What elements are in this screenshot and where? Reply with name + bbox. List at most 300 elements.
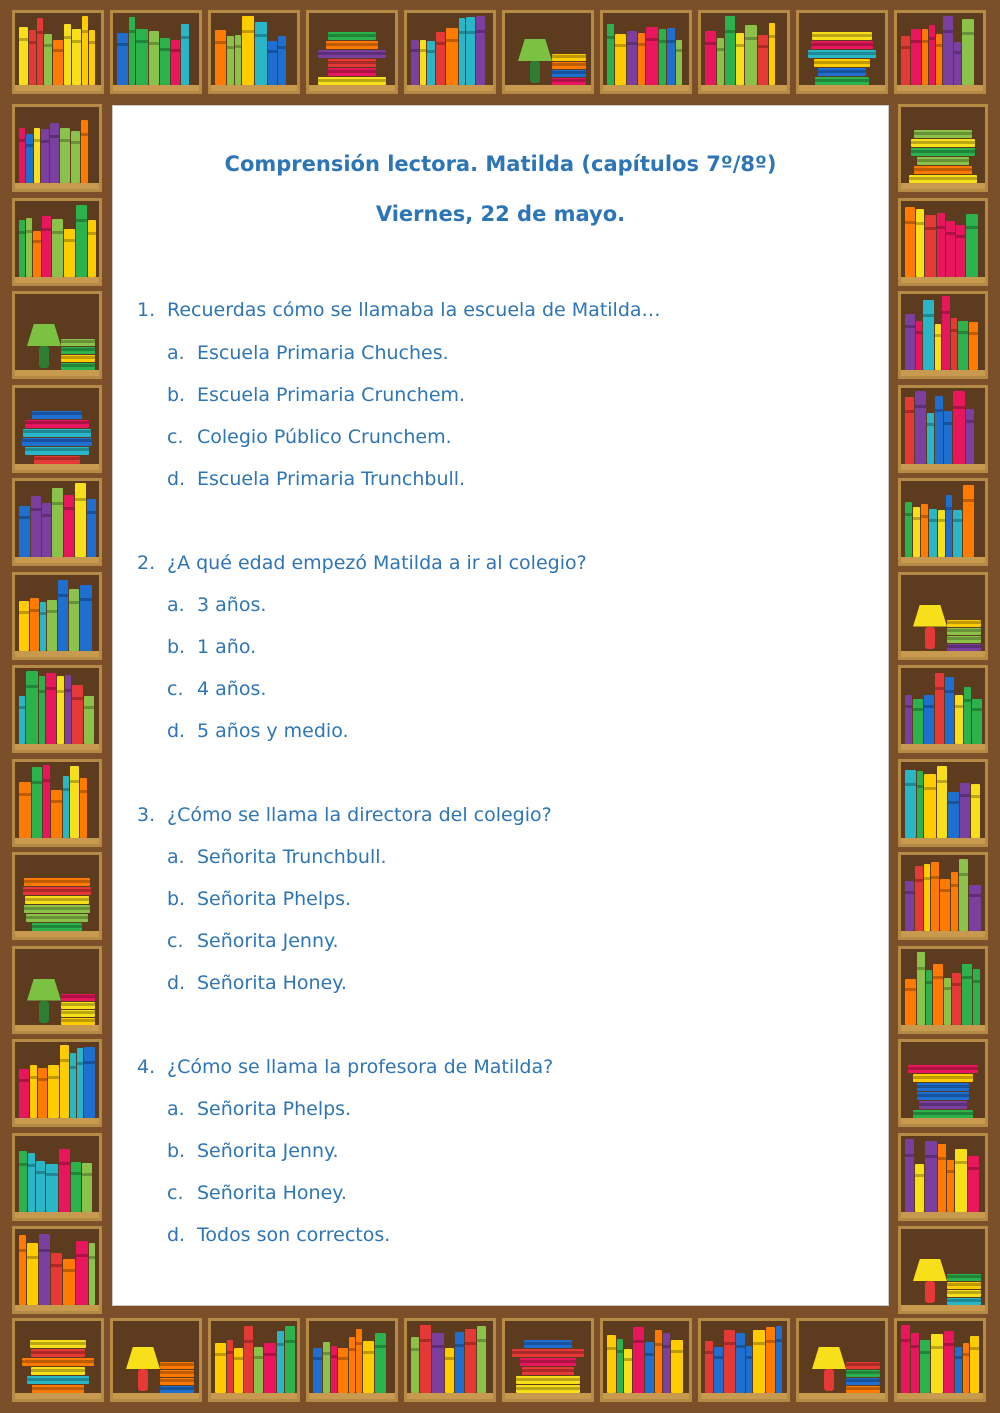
book-icon [905,979,916,1025]
book-icon [931,1334,943,1393]
bookshelf-cell [898,852,988,940]
book-icon [60,128,70,183]
book-icon [926,970,932,1024]
book-icon [911,1333,919,1393]
option-1d[interactable] [167,468,465,490]
book-icon [736,33,744,85]
book-icon [60,1045,69,1118]
book-icon [466,17,475,85]
book-icon [776,1326,782,1393]
book-icon [962,964,972,1025]
book-icon [937,213,945,276]
bookshelf-cell [502,10,594,94]
book-icon [516,1376,581,1384]
book-icon [938,1144,946,1212]
book-icon [181,24,189,85]
book-icon [917,157,969,165]
bookshelf-cell [12,852,102,940]
book-icon [956,225,965,277]
book-icon [924,864,930,931]
book-icon [42,216,51,277]
book-icon [946,495,952,557]
book-icon [318,77,387,85]
book-icon [30,1340,86,1348]
book-icon [922,29,928,85]
book-icon [846,1370,880,1377]
option-3a[interactable] [167,846,387,868]
book-icon [947,1298,981,1305]
question-4 [137,1056,553,1078]
book-icon [171,40,180,85]
bookshelf-cell [12,665,102,753]
book-icon [160,1386,194,1393]
option-letter: d. [167,1224,186,1246]
option-letter: b. [167,888,186,910]
book-icon [959,859,968,931]
book-icon [42,503,51,557]
option-text: 3 años. [197,594,267,616]
book-icon [947,644,981,651]
lamp-icon [27,324,61,346]
book-icon [64,229,75,276]
book-icon [955,695,963,744]
book-icon [363,1341,374,1393]
bookshelf-cell [12,10,104,94]
bookshelf-cell [404,10,496,94]
book-icon [52,488,63,557]
bookshelf-cell [12,385,102,473]
option-letter: b. [167,636,186,658]
book-icon [931,862,939,931]
option-1c[interactable] [167,426,452,448]
book-icon [905,502,912,557]
book-icon [61,1018,95,1025]
option-4c[interactable] [167,1182,347,1204]
lamp-base [39,346,49,368]
option-1a[interactable] [167,342,449,364]
bookshelf-cell [898,478,988,566]
book-icon [28,1153,35,1212]
book-icon [911,139,976,147]
question-3 [137,804,552,826]
book-icon [520,1358,575,1366]
book-icon [522,1367,574,1375]
book-icon [758,35,768,85]
book-icon [65,675,71,744]
book-icon [919,1101,968,1109]
book-icon [459,18,465,85]
book-icon [30,598,39,650]
option-letter: b. [167,384,186,406]
bookshelf-cell [208,10,300,94]
book-icon [82,16,88,85]
book-icon [970,1336,979,1393]
book-icon [278,36,286,85]
option-1b[interactable] [167,384,465,406]
book-icon [915,866,923,931]
book-icon [432,1333,444,1393]
bookshelf-cell [12,104,102,192]
book-icon [915,1164,924,1211]
book-icon [36,1161,45,1211]
question-number: 2. [137,552,156,574]
book-icon [905,695,912,744]
book-icon [927,413,934,463]
option-letter: a. [167,342,185,364]
book-icon [331,1346,337,1393]
book-icon [19,128,25,183]
book-icon [947,636,981,643]
book-icon [963,485,974,557]
book-icon [160,1370,194,1377]
book-icon [39,676,45,744]
book-icon [268,41,277,85]
option-text: Señorita Jenny. [197,930,339,952]
option-3c[interactable] [167,930,339,952]
book-icon [455,1332,464,1393]
book-icon [81,120,88,183]
book-icon [948,792,959,838]
book-icon [676,40,682,85]
book-icon [951,318,957,370]
book-icon [80,778,87,838]
bookshelf-cell [12,291,102,379]
book-icon [19,27,28,85]
book-icon [160,1378,194,1385]
book-icon [22,1358,95,1366]
question-number: 1. [137,299,156,321]
book-icon [645,1342,654,1393]
book-icon [552,54,586,61]
book-icon [51,790,62,837]
book-icon [37,18,43,85]
bookshelf-cell [306,10,398,94]
book-icon [70,766,79,838]
book-icon [808,50,876,58]
book-icon [917,1092,969,1100]
book-icon [46,673,56,744]
lamp-icon [812,1347,846,1369]
book-icon [149,31,159,85]
book-icon [917,1083,968,1091]
book-icon [942,296,950,370]
book-icon [913,1074,972,1082]
book-icon [846,1378,880,1385]
lamp-icon [518,39,552,61]
book-icon [52,219,63,276]
book-icon [420,40,426,85]
book-icon [40,602,46,651]
book-icon [318,50,387,58]
option-3d[interactable] [167,972,347,994]
book-icon [923,300,934,370]
book-icon [129,17,135,85]
book-icon [75,483,86,557]
option-text: Señorita Phelps. [197,1098,352,1120]
bookshelf-cell [12,1226,102,1314]
book-icon [935,396,943,464]
book-icon [411,40,419,85]
book-icon [905,314,915,370]
book-icon [607,24,614,85]
question-text: ¿Cómo se llama la directora del colegio? [167,804,552,826]
book-icon [41,129,49,183]
bookshelf-cell [110,1318,202,1402]
book-icon [70,1053,76,1118]
book-icon [746,1346,752,1393]
bookshelf-cell [898,291,988,379]
book-icon [663,1333,670,1393]
book-icon [27,1243,38,1305]
book-icon [313,1348,322,1393]
book-icon [905,770,916,838]
bookshelf-cell [12,759,102,847]
book-icon [938,510,945,557]
book-icon [349,1337,355,1393]
bookshelf-cell [796,10,888,94]
book-icon [745,25,757,85]
book-icon [905,207,915,277]
book-icon [19,601,29,650]
option-text: 4 años. [197,678,267,700]
book-icon [935,324,941,370]
book-icon [908,1065,979,1073]
book-icon [717,38,724,85]
option-text: Señorita Phelps. [197,888,352,910]
book-icon [925,215,936,277]
book-icon [512,1349,584,1357]
book-icon [234,1348,243,1393]
bookshelf-cell [898,385,988,473]
book-icon [947,1274,981,1281]
lamp-icon [913,1259,947,1281]
book-icon [227,36,234,85]
option-text: Escuela Primaria Crunchem. [197,384,466,406]
book-icon [944,978,951,1024]
book-icon [947,1282,981,1289]
book-icon [617,1339,623,1393]
book-icon [59,1149,70,1211]
book-icon [84,696,94,744]
book-icon [914,166,973,174]
book-icon [71,131,80,183]
book-icon [44,34,52,85]
book-icon [916,321,922,370]
book-icon [937,766,947,838]
book-icon [913,507,920,557]
book-icon [254,1347,263,1393]
book-icon [552,78,586,85]
book-icon [914,130,972,138]
worksheet [112,105,889,1306]
book-icon [966,409,974,463]
book-icon [242,16,254,85]
bookshelf-cell [12,198,102,286]
book-icon [627,31,637,85]
book-icon [375,1333,386,1393]
question-number: 3. [137,804,156,826]
book-icon [72,685,83,744]
book-icon [420,1325,431,1393]
book-icon [947,1160,954,1212]
lamp-base [824,1369,834,1391]
book-icon [633,1327,644,1393]
book-icon [72,29,81,85]
book-icon [61,1002,95,1009]
book-icon [901,1325,910,1393]
bookshelf-cell [898,572,988,660]
book-icon [953,510,962,557]
bookshelf-cell [898,665,988,753]
book-icon [80,585,92,651]
book-icon [227,1340,233,1393]
book-icon [933,964,943,1025]
bookshelf-cell [898,946,988,1034]
bookshelf-cell [894,1318,986,1402]
option-4d[interactable] [167,1224,390,1246]
book-icon [22,438,92,446]
book-icon [973,969,980,1025]
question-number: 4. [137,1056,156,1078]
bookshelf-cell [698,10,790,94]
book-icon [638,33,645,85]
book-icon [766,1327,775,1393]
option-text: Señorita Jenny. [197,1140,339,1162]
book-icon [19,220,25,277]
book-icon [944,1331,954,1393]
book-icon [477,1326,486,1393]
book-icon [465,1329,476,1393]
book-icon [46,1164,58,1212]
book-icon [328,32,377,40]
book-icon [235,35,241,85]
book-icon [915,391,926,464]
book-icon [945,677,954,744]
lamp-base [925,627,935,649]
option-text: Señorita Honey. [197,1182,347,1204]
book-icon [925,1141,937,1211]
book-icon [43,765,50,838]
book-icon [815,77,869,85]
book-icon [63,776,69,838]
book-icon [34,456,81,464]
option-2c[interactable] [167,678,266,700]
book-icon [946,221,955,277]
option-text: Escuela Primaria Trunchbull. [197,468,466,490]
book-icon [916,209,924,277]
book-icon [705,31,716,85]
book-icon [31,1367,86,1375]
option-4b[interactable] [167,1140,339,1162]
book-icon [913,1110,972,1118]
book-icon [769,23,775,85]
book-icon [818,68,867,76]
bookshelf-cell [600,1318,692,1402]
book-icon [427,41,435,85]
book-icon [26,914,88,922]
book-icon [971,784,980,837]
book-icon [215,30,226,85]
book-icon [905,397,914,464]
bookshelf-cell [306,1318,398,1402]
option-3b[interactable] [167,888,351,910]
question-text: Recuerdas cómo se llamaba la escuela de Matilda… [167,299,661,321]
book-icon [323,1342,330,1393]
book-icon [753,1330,765,1393]
book-icon [954,42,961,85]
book-icon [940,879,950,931]
book-icon [82,1163,92,1211]
bookshelf-cell [898,198,988,286]
book-icon [255,22,267,85]
question-1 [137,299,661,321]
book-icon [615,34,626,85]
book-icon [19,1151,27,1212]
lamp-base [39,1001,49,1023]
book-icon [436,32,445,85]
book-icon [964,687,971,744]
book-icon [953,391,965,463]
book-icon [38,1068,47,1118]
book-icon [901,36,910,85]
bookshelf-cell [898,1226,988,1314]
book-icon [960,783,970,838]
book-icon [725,16,735,85]
book-icon [61,339,95,346]
book-icon [476,16,485,85]
book-icon [51,1253,62,1305]
question-text: ¿Cómo se llama la profesora de Matilda? [167,1056,554,1078]
option-letter: c. [167,678,184,700]
book-icon [84,1047,95,1118]
book-icon [25,447,89,455]
book-icon [57,676,64,744]
book-icon [87,499,96,557]
book-icon [811,41,872,49]
bookshelf-cell [898,1133,988,1221]
option-2a[interactable] [167,594,266,616]
book-icon [25,896,89,904]
book-icon [76,205,87,277]
book-icon [136,29,148,85]
book-icon [936,34,942,85]
book-icon [924,695,934,744]
book-icon [33,231,41,277]
book-icon [943,16,953,85]
option-4a[interactable] [167,1098,351,1120]
option-letter: d. [167,468,186,490]
lamp-base [925,1281,935,1303]
book-icon [50,123,59,183]
bookshelf-cell [796,1318,888,1402]
book-icon [31,1349,84,1357]
book-icon [911,29,921,85]
book-icon [23,429,91,437]
option-letter: c. [167,930,184,952]
option-2d[interactable] [167,720,349,742]
book-icon [962,19,974,85]
book-icon [338,1348,348,1393]
book-icon [812,32,871,40]
book-icon [951,872,958,931]
lamp-base [530,61,540,83]
book-icon [61,347,95,354]
option-letter: a. [167,594,185,616]
book-icon [215,1343,226,1393]
option-letter: c. [167,1182,184,1204]
option-letter: d. [167,972,186,994]
option-2b[interactable] [167,636,256,658]
